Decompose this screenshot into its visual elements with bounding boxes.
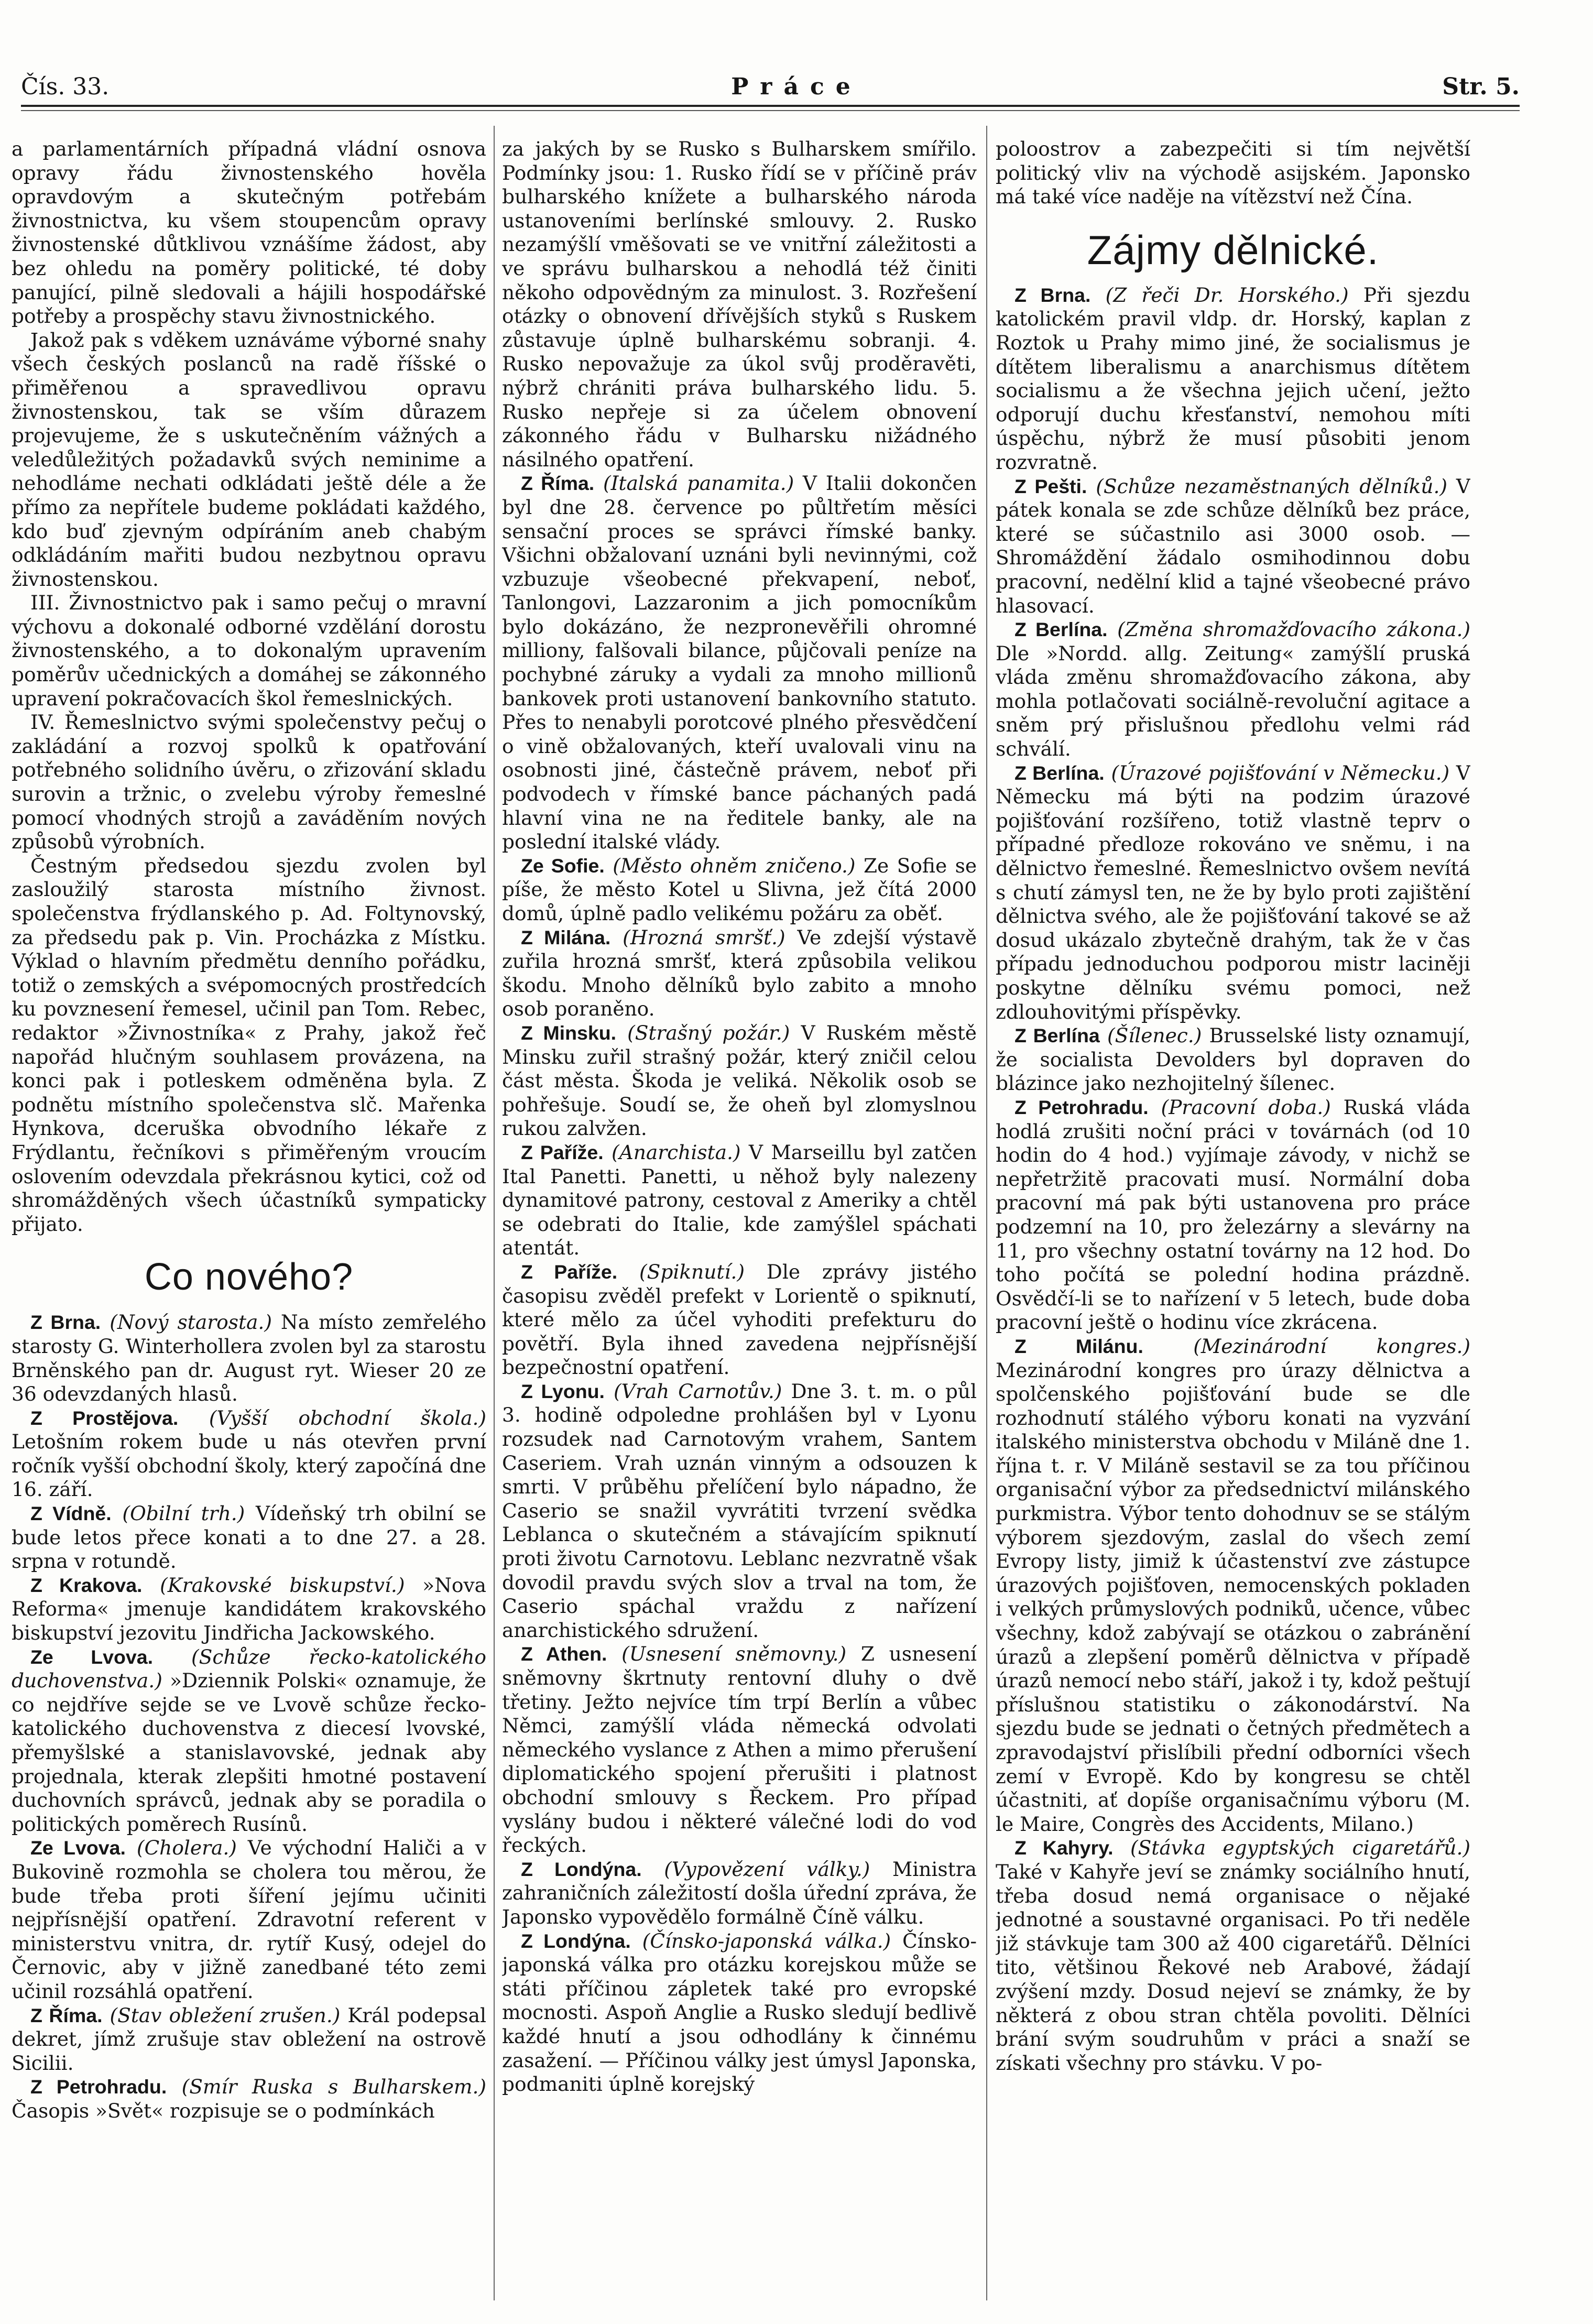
dateline: Ze Lvova. — [30, 1645, 154, 1668]
dateline: Z Říma. — [30, 2004, 103, 2026]
news-text: Ministra zahraničních záležitostí došla úřední zpráva, že Japonsko vypovědělo formálně Číně válku. — [502, 1857, 977, 1928]
dateline: Z Berlína — [1014, 1024, 1100, 1047]
news-text: Dle zprávy jistého časopisu zvěděl prefekt v Lorientě o spiknutí, které mělo za účel vyhoditi prefekturu do povětří. Byla ihned zavedena nejpřísnější bezpečnostní opatření. — [502, 1260, 977, 1379]
section-heading: Zájmy dělnické. — [1087, 226, 1379, 273]
news-item — [996, 1836, 1470, 2075]
dateline: Z Brna. — [30, 1311, 101, 1334]
news-topic: (Nový starosta.) — [110, 1311, 272, 1334]
news-topic: (Stav obležení zrušen.) — [110, 2003, 341, 2027]
news-item — [502, 1642, 977, 1857]
news-text: Dne 3. t. m. o půl 3. hodině odpoledne prohlášen byl v Lyonu rozsudek nad Carnotovým vrahem, Santem Caseriem. Vrah uznán vinným a odsouzen k smrti. V průběhu přelíčení bylo nápadno, že Caserio se snažil vyvrátiti tvrzení svědka Leblanca o skutečném a stávajícím spiknutí proti životu Carnotovu. Leblanc nezvratně však dovodil pravdu svých slov a trval na tom, že Caserio spáchal vraždu z nařízení anarchistického sdružení. — [502, 1379, 977, 1642]
news-topic: (Pracovní doba.) — [1161, 1095, 1331, 1119]
dateline: Z Pešti. — [1014, 475, 1087, 497]
news-topic: (Spiknutí.) — [639, 1260, 745, 1283]
news-item — [502, 1858, 977, 1929]
news-text: Také v Kahyře jeví se známky sociálního hnutí, třeba dosud nemá organisace o nějaké jednotné a soustavné organisaci. Po tři neděle již stávkuje tam 300 až 400 cigaretářů. Dělníci tito, většinou Řekové neb Arabové, žádají zvýšení mzdy. Dosud nejeví se známky, že by některá z obou stran chtěla povoliti. Dělníci brání svým soudruhům v práci a snaží se získati všechny pro stávku. V po- — [996, 1860, 1470, 2075]
news-topic: (Šílenec.) — [1107, 1024, 1202, 1048]
column-3 — [996, 137, 1470, 2301]
news-text: V pátek konala se zde schůze dělníků bez práce, které se súčastnilo asi 3000 osob. — Shromáždění žádalo osmihodinnou dobu pracovní, nedělní klid a tajné všeobecné právo hlasovací. — [996, 474, 1470, 617]
news-item — [996, 618, 1470, 761]
news-text: V Italii dokončen byl dne 28. července po půltřetím měsíci sensační proces se správci římské banky. Všichni obžalovaní uznáni byli nevinnými, což vzbuzuje všeobecné překvapení, neboť, Tanlongovi, Lazzaronim a jich pomocníkům bylo dokázáno, že nezpronevěřili ohromné milliony, falšovali bilance, půjčovali peníze na pochybné záruky a vydali za mnoho millionů bankovek proti ustanovení bankovního statuto. Přes to nenabyli porotcové plného přesvědčení o vině obžalovaných, kteří uvalovali vinu na osobnosti jiné, částečně právem, neboť při podvodech v římské bance páchaných padá hlavní vina ne na ředitele banky, ale na poslední italské vlády. — [502, 472, 977, 854]
news-text: V Německu má býti na podzim úrazové pojišťování rozšířeno, totiž vlastně teprv o případné předloze rokováno ve sněmu, i na dělnictvo řemeslné. Řemeslnictvo ovšem nevítá s chutí zámysl ten, ne že by bylo proti zajištění dělnictva svého, ale že pojišťování takové se až dosud ukázalo zbytečně drahým, tak že v čas případu jednoduchou podporou mistr laciněji poskytne dělníku svému pomoci, než zdlouhovitými příspěvky. — [996, 761, 1470, 1023]
news-text: »Dziennik Polski« oznamuje, že co nejdříve sejde se ve Lvově schůze řecko-katolického duchovenstva z diecesí lvovské, přemyšlské a stanislavovské, jednak aby projednala, kterak zlepšiti hmotné postavení duchovních správců, jednak aby se poradila o politických poměrech Rusínů. — [12, 1669, 486, 1836]
news-topic: (Čínsko-japonská válka.) — [642, 1929, 891, 1952]
news-topic: (Stávka egyptských cigaretářů.) — [1130, 1836, 1470, 1860]
dateline: Z Milánu. — [1014, 1335, 1143, 1357]
column-divider — [986, 126, 987, 2300]
news-item — [12, 1836, 486, 2003]
issue-number: Čís. 33. — [21, 73, 110, 100]
news-item — [12, 1645, 486, 1837]
news-item — [996, 1024, 1470, 1096]
news-topic: (Úrazové pojišťování v Německu.) — [1111, 761, 1450, 784]
paragraph: a parlamentárních případná vládní osnova opravy řádu živnostenského hověla opravdovým a skutečným potřebám živnostnictva, ku všem stoupencům opravy živnostenské důtklivou vznášíme žádost, aby bez ohledu na poměry politické, té doby panující, pilně sledovali a hájili hospodářské potřeby a prospěchy stavu živnostnického. — [12, 137, 486, 328]
news-topic: (Vrah Carnotův.) — [614, 1379, 782, 1403]
column-divider — [494, 126, 495, 2300]
column-2 — [502, 137, 977, 2301]
news-topic: (Schůze řecko-katolického duchovenstva.) — [12, 1645, 486, 1693]
dateline: Z Prostějova. — [30, 1406, 179, 1429]
dateline: Z Kahyry. — [1014, 1837, 1114, 1859]
news-item — [996, 761, 1470, 1024]
news-item — [502, 926, 977, 1021]
news-topic: (Mezinárodní kongres.) — [1193, 1334, 1470, 1358]
dateline: Ze Lvova. — [30, 1837, 126, 1859]
news-item — [502, 1141, 977, 1260]
news-text: Ve zdejší výstavě zuřila hrozná smršť, která způsobila velikou škodu. Mnoho dělníků bylo zabito a mnoho osob poraněno. — [502, 925, 977, 1021]
paragraph: IV. Řemeslnictvo svými společenstvy pečuj o zakládání a rozvoj spolků k opatřování potřebného solidního úvěru, o zřizování skladu surovin a tržnic, o zvelebu výroby řemeslné pomocí vhodných strojů a zaváděním nových způsobů výrobních. — [12, 711, 486, 854]
news-item — [502, 1929, 977, 2097]
news-topic: (Italská panamita.) — [603, 472, 794, 495]
news-item — [502, 1260, 977, 1380]
news-item — [502, 1380, 977, 1643]
news-item — [12, 1311, 486, 1406]
dateline: Z Vídně. — [30, 1502, 112, 1525]
dateline: Z Berlína. — [1014, 618, 1108, 641]
news-item — [12, 1574, 486, 1645]
paragraph: za jakých by se Rusko s Bulharskem smířilo. Podmínky jsou: 1. Rusko řídí se v příčině práv bulharského knížete a bulharského národa ustanoveními berlínské smlouvy. 2. Rusko nezamýšlí vměšovati se ve vnitřní záležitosti a ve správu bulharskou a nehodlá též činiti někoho odpovědným za minulost. 3. Rozřešení otázky o obnovení dřívějších styků s Ruskem zůstavuje úplně bulharskému sobranji. 4. Rusko nepovažuje za úkol svůj proděravěti, nýbrž chrániti práva bulharského lidu. 5. Rusko nepřeje si za účelem obnovení zákonného řádu v Bulharsku nižádného násilného opatření. — [502, 137, 977, 471]
dateline: Z Londýna. — [521, 1858, 642, 1880]
news-topic: (Vyšší obchodní škola.) — [209, 1406, 486, 1430]
paragraph: poloostrov a zabezpečiti si tím největší politický vliv na východě asijském. Japonsko má také více naděje na vítězství než Čína. — [996, 137, 1470, 209]
dateline: Z Berlína. — [1014, 761, 1105, 784]
news-topic: (Usnesení sněmovny.) — [621, 1642, 847, 1666]
dateline: Z Milána. — [521, 926, 611, 948]
news-text: Dle »Nordd. allg. Zeitung« zamýšlí pruská vláda změnu shromažďovacího zákona, aby mohla potlačovati sociálně-revoluční agitace a sněm prý přislušnou předlohu velmi rád schválí. — [996, 641, 1470, 761]
news-text: V Ruském městě Minsku zuřil strašný požár, který zničil celou část města. Škoda je veliká. Několik osob se pohřešuje. Soudí se, že oheň byl zlomyslnou rukou zalvžen. — [502, 1021, 977, 1140]
dateline: Z Krakova. — [30, 1574, 143, 1596]
section-heading: Co nového? — [144, 1256, 354, 1299]
news-topic: (Město ohněm zničeno.) — [613, 854, 856, 877]
news-text: Ruská vláda hodlá zrušiti noční práci v továrnách (od 10 hodin do 4 hod.) vyjímaje závody, v nichž se nepřetržitě pracovati musí. Normální doba pracovní má pak býti ustanovena pro práce podzemní na 10, pro železárny a slevárny na 11, pro všechny ostatní továrny na 12 hod. Do toho počítá se polední hodina prázdně. Osvědčí-li se to nařízení v 5 letech, bude doba pracovní ještě o hodinu více zkrácena. — [996, 1095, 1470, 1334]
news-text: Ze Sofie se píše, že město Kotel u Slivna, jež čítá 2000 domů, úplně padlo velikému požáru za oběť. — [502, 854, 977, 925]
dateline: Z Říma. — [521, 472, 595, 495]
news-item — [12, 1406, 486, 1502]
dateline: Z Petrohradu. — [30, 2076, 167, 2098]
dateline: Z Athen. — [521, 1643, 607, 1665]
masthead-title: Práce — [731, 73, 862, 100]
news-topic: (Smír Ruska s Bulharskem.) — [181, 2075, 486, 2099]
news-item — [502, 1021, 977, 1141]
news-topic: (Z řeči Dr. Horského.) — [1105, 283, 1349, 307]
news-text: Král podepsal dekret, jímž zrušuje stav obležení na ostrově Sicilii. — [12, 2003, 486, 2075]
news-text: Při sjezdu katolickém pravil vldp. dr. Horský, kaplan z Roztok u Prahy mimo jiné, že socialismus je dítětem liberalismu a anarchismus dítětem socialismu a že všechna jejich učení, ježto odporují duchu křesťanství, nemohou míti úspěchu, nýbrž že musí působiti jenom rozvratně. — [996, 283, 1470, 474]
news-topic: (Schůze nezaměstnaných dělníků.) — [1096, 474, 1447, 498]
news-text: Letošním rokem bude u nás otevřen první ročník vyšší obchodní školy, který započíná dne 16. září. — [12, 1430, 486, 1501]
news-text: Čínsko-japonská válka pro otázku korejskou může se státi příčinou zápletek také pro evropské mocnosti. Aspoň Anglie a Rusko sledují bedlivě každé hnutí a jsou odhodlány k činnému zasažení. — Příčinou války jest úmysl Japonska, podmaniti úplně korejský — [502, 1929, 977, 2096]
column-1 — [12, 137, 486, 2301]
header-rule — [21, 105, 1520, 107]
news-topic: (Krakovské biskupství.) — [160, 1573, 405, 1597]
dateline: Z Brna. — [1014, 283, 1091, 306]
dateline: Ze Sofie. — [521, 854, 605, 877]
paragraph: III. Živnostnictvo pak i samo pečuj o mravní výchovu a dokonalé odborné vzdělání dorostu živnostenského, a to dokonalým upravením poměrův učednických a domáhej se zákonného upravení pokračovacích škol řemeslnických. — [12, 591, 486, 710]
news-topic: (Strašný požár.) — [627, 1021, 790, 1044]
news-topic: (Anarchista.) — [612, 1140, 741, 1164]
paragraph: Čestným předsedou sjezdu zvolen byl zasloužilý starosta místního živnost. společenstva frýdlanského p. Ad. Foltynovský, za předsedu pak p. Vin. Procházka z Místku. Výklad o hlavním předmětu denního pořádku, totiž o zemských a svépomocných prostředcích ku povznesení řemesel, učinil pan Tom. Rebec, redaktor »Živnostníka« z Prahy, jakož řeč napořád hlučným souhlasem provázena, na konci pak i potleskem odměněna byla. Z podnětu místního společenstva slč. Mařenka Hynkova, dceruška obvodního lékaře z Frýdlantu, řečníkovi s přiměřeným vroucím oslovením odevzdala překrásnou kytici, což od shromážděných všech účastníků sympaticky přijato. — [12, 854, 486, 1236]
news-topic: (Změna shromažďovacího zákona.) — [1117, 618, 1470, 641]
news-text: Ve východní Haliči a v Bukovině rozmohla se cholera tou měrou, že bude třeba proti šíření jejímu učiniti nejpřísnější opatření. Zdravotní referent v ministerstvu vnitra, dr. rytíř Kusý, odejel do Černovic, aby v jižně zanedbané této zemi učinil rozsáhlá opatření. — [12, 1836, 486, 2003]
news-item — [996, 1335, 1470, 1836]
news-item — [12, 2075, 486, 2123]
news-text: Časopis »Svět« rozpisuje se o podmínkách — [12, 2099, 435, 2122]
news-text: Z usnesení sněmovny škrtnuty rentovní dluhy o dvě třetiny. Ježto nejvíce tím trpí Berlín a vůbec Němci, zamýšlí vláda německá odvolati německého vyslance z Athen a mimo přerušení diplomatického spojení přerušiti i platnost obchodní smlouvy s Řeckem. Pro případ vyslány budou i některé válečné lodi do vod řeckých. — [502, 1642, 977, 1857]
news-topic: (Hrozná smršť.) — [623, 925, 785, 949]
news-item — [996, 1096, 1470, 1335]
dateline: Z Petrohradu. — [1014, 1096, 1149, 1118]
news-item — [996, 475, 1470, 618]
news-item — [502, 472, 977, 854]
news-text: Mezinárodní kongres pro úrazy dělnictva a spolčenského pojišťování bude se dle rozhodnutí stálého výboru konati na vyzvání italského ministerstva obchodu v Miláně dne 1. října t. r. V Miláně sestavil se za tou příčinou organisační výbor za předsednictví milánského purkmistra. Výbor tento dohodnuv se se stálým výborem sjezdovým, zaslal do všech zemí Evropy listy, jimiž k účastenství zve zástupce úrazových pojišťoven, nemocenských pokladen i velkých průmyslových podniků, učence, vůbec všechny, kdož zabývají se otázkou o zabránění úrazů a zlepšení poměrů dělnictva v případě úrazů nemocí nebo stáří, jakož i ty, kdož peštují příslušnou statistiku o zákonodárství. Na sjezdu bude se jednati o četných předmětech a zpravodajství přislíbili přední odborníci všech zemí v Evropě. Kdo by kongresu se chtěl účastniti, ať dopíše organisačnímu výboru (M. le Maire, Congrès des Accidents, Milano.) — [996, 1358, 1470, 1836]
news-topic: (Cholera.) — [136, 1836, 237, 1860]
dateline: Z Londýna. — [521, 1929, 631, 1952]
dateline: Z Lyonu. — [521, 1380, 605, 1402]
page-number: Str. 5. — [1442, 73, 1520, 100]
news-item — [502, 854, 977, 926]
news-text: »Nova Reforma« jmenuje kandidátem krakovského biskupství jezovitu Jindřicha Jackowského. — [12, 1573, 486, 1645]
news-item — [12, 2004, 486, 2076]
dateline: Z Paříže. — [521, 1260, 618, 1283]
news-topic: (Obilní trh.) — [122, 1502, 245, 1525]
news-item — [12, 1502, 486, 1574]
news-item — [996, 283, 1470, 475]
dateline: Z Paříže. — [521, 1141, 604, 1163]
dateline: Z Minsku. — [521, 1021, 617, 1044]
news-text: V Marseillu byl zatčen Ital Panetti. Panetti, u něhož byly nalezeny dynamitové patrony, cestoval z Ameriky a chtěl se odebrati do Italie, kde zamýšlel spáchati atentát. — [502, 1140, 977, 1260]
news-topic: (Vypovězení války.) — [664, 1857, 870, 1881]
news-text: Vídeňský trh obilní se bude letos přece konati a to dne 27. a 28. srpna v rotundě. — [12, 1502, 486, 1573]
header-rule-thin — [21, 110, 1520, 111]
news-text: Brusselské listy oznamují, že socialista Devolders byl dopraven do blázince jako nezhojitelný šílenec. — [996, 1024, 1470, 1095]
paragraph: Jakož pak s vděkem uznáváme výborné snahy všech českých poslanců na radě říšské o přiměřenou a spravedlivou opravu živnostenskou, tak se vším důrazem projevujeme, že s uskutečněním vážných a veledůležitých požadavků svých neminime a nehodláme nechati odkládati ještě déle a že přímo za nepřítele budeme pokládati každého, kdo buď zjevným odpíráním aneb chabým odkládáním mařiti budou nezbytnou opravu živnostenskou. — [12, 328, 486, 591]
news-text: Na místo zemřelého starosty G. Winterhollera zvolen byl za starostu Brněnského pan dr. August ryt. Wieser 20 ze 36 odevzdaných hlasů. — [12, 1311, 486, 1406]
